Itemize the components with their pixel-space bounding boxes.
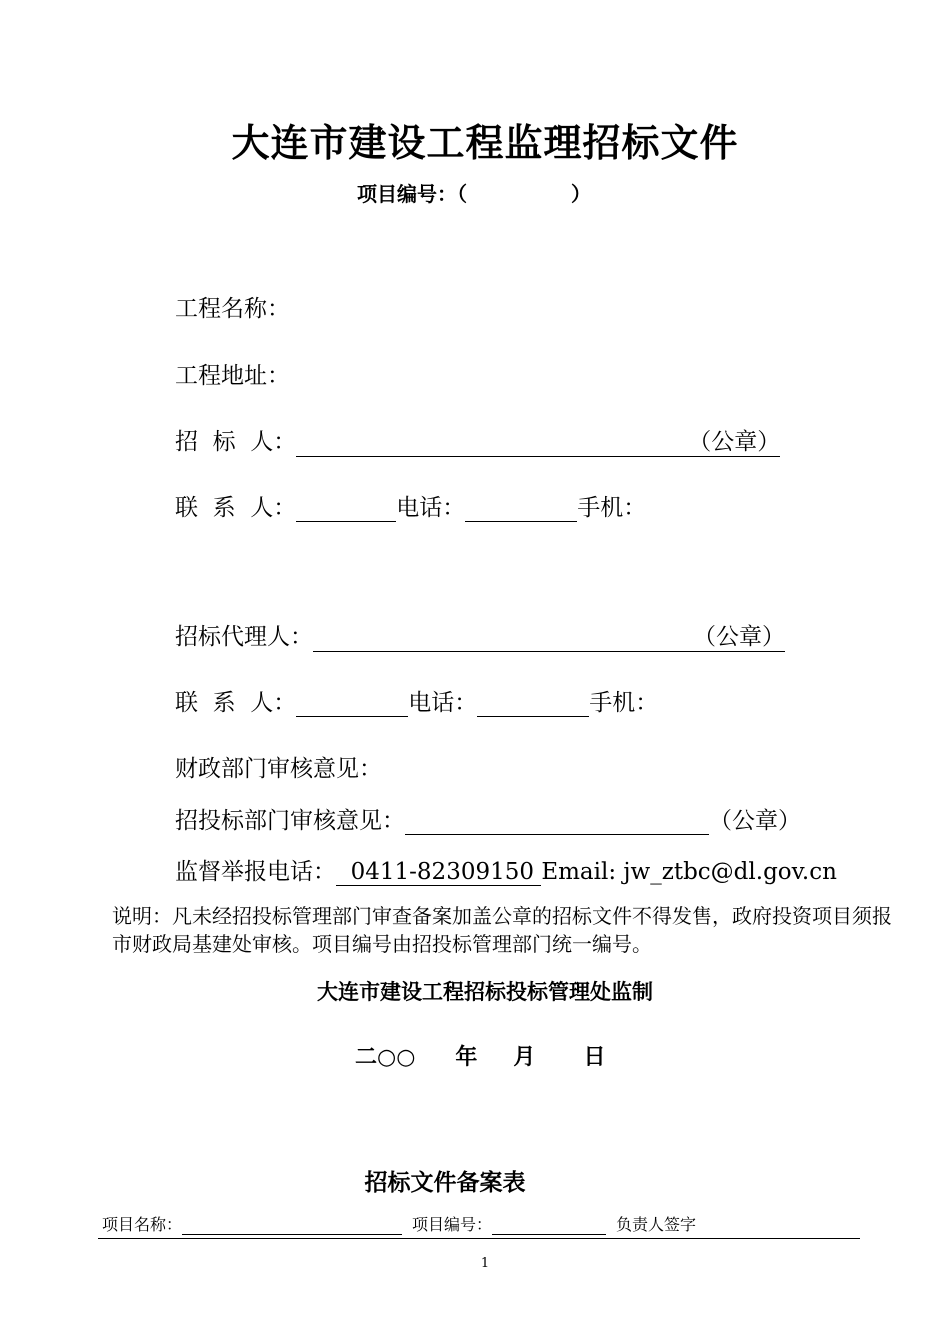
agent-field[interactable] — [313, 627, 693, 652]
project-code-close: ） — [571, 182, 591, 206]
bidding-review-field[interactable] — [405, 810, 709, 835]
date-year: 年 — [455, 1045, 478, 1070]
project-name-label: 工程名称： — [175, 296, 290, 322]
contact1-row — [175, 489, 646, 522]
report-email: Email: jw_ztbc@dl.gov.cn — [541, 859, 837, 885]
project-address-row — [175, 357, 290, 390]
explanatory-note: 说明：凡未经招投标管理部门审查备案加盖公章的招标文件不得发售，政府投资项目须报市财政局基建处审核。项目编号由招投标管理部门统一编号。 — [112, 904, 892, 956]
date-month: 月 — [513, 1045, 536, 1070]
report-label: 监督举报电话： — [175, 859, 336, 885]
date-year-prefix: 二○○ — [355, 1045, 416, 1070]
record-project-name-label: 项目名称： — [102, 1215, 183, 1234]
contact2-phone-field[interactable] — [477, 692, 589, 717]
project-address-label: 工程地址： — [175, 363, 290, 389]
issuing-organization: 大连市建设工程招标投标管理处监制 — [317, 980, 653, 1004]
project-code-label: 项目编号：（ — [357, 182, 467, 206]
record-table-header — [102, 1212, 696, 1235]
project-name-row — [175, 290, 290, 323]
date-line — [355, 1040, 605, 1071]
tenderer-row — [175, 423, 780, 457]
contact1-phone-field[interactable] — [465, 497, 577, 522]
contact2-mobile-label: 手机： — [589, 690, 659, 716]
document-title: 大连市建设工程监理招标文件 — [231, 121, 739, 165]
contact1-label: 联 系 人： — [175, 495, 297, 521]
contact2-name-field[interactable] — [296, 692, 408, 717]
contact2-row — [175, 684, 658, 717]
bidding-review-label: 招投标部门审核意见： — [175, 808, 405, 834]
record-signature-label: 负责人签字 — [616, 1215, 697, 1234]
page-number: 1 — [480, 1256, 490, 1271]
contact2-phone-label: 电话： — [408, 690, 478, 716]
record-project-code-field[interactable] — [492, 1216, 606, 1235]
contact1-name-field[interactable] — [296, 497, 396, 522]
bidding-review-row — [175, 802, 801, 835]
record-project-code-label: 项目编号： — [412, 1215, 493, 1234]
record-table-title: 招标文件备案表 — [364, 1170, 526, 1196]
report-phone: 0411-82309150 — [336, 859, 542, 885]
finance-review-label: 财政部门审核意见： — [175, 756, 382, 782]
tenderer-label: 招 标 人： — [175, 429, 297, 455]
agent-seal: （公章） — [693, 618, 785, 652]
agent-row — [175, 618, 785, 652]
project-code-line — [357, 178, 591, 207]
bidding-review-seal: （公章） — [709, 808, 801, 834]
date-day: 日 — [583, 1045, 606, 1070]
contact1-phone-label: 电话： — [396, 495, 466, 521]
record-project-name-field[interactable] — [182, 1216, 402, 1235]
table-top-rule — [98, 1238, 860, 1239]
contact1-mobile-label: 手机： — [577, 495, 647, 521]
contact2-label: 联 系 人： — [175, 690, 297, 716]
tenderer-seal: （公章） — [688, 423, 780, 457]
report-row — [175, 853, 837, 886]
agent-label: 招标代理人： — [175, 624, 313, 650]
finance-review-row — [175, 750, 382, 783]
tenderer-field[interactable] — [296, 432, 688, 457]
